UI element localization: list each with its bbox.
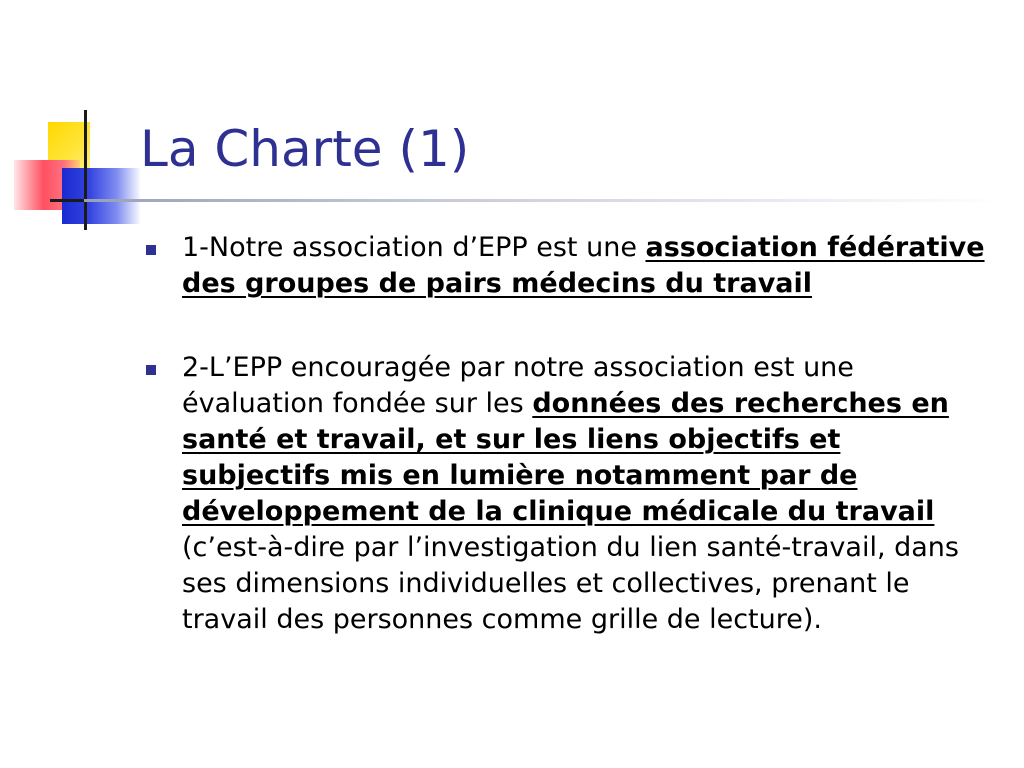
square-bullet-icon [146, 245, 156, 255]
vertical-line-decoration [84, 110, 87, 230]
bullet-emphasis: données des recherches en santé et travail, et sur les liens objectifs et subjectifs mis en lumière notamment par de développement de la clinique médicale du travail [182, 388, 949, 527]
bullet-text-after: (c’est-à-dire par l’investigation du lien santé-travail, dans ses dimensions individuelles et collectives, prenant le travail des personnes comme grille de lecture). [182, 532, 959, 635]
slide-body [146, 230, 996, 638]
slide-logo-decoration [0, 0, 140, 240]
bullet-emphasis: association fédérative des groupes de pairs médecins du travail [182, 232, 985, 299]
square-bullet-icon [146, 365, 156, 375]
slide-title: La Charte (1) [140, 120, 470, 178]
bullet-item [146, 350, 996, 638]
bullet-text: 1-Notre association d’EPP est une [182, 232, 646, 263]
title-underline-decoration [84, 199, 1004, 202]
bullet-item [146, 230, 996, 302]
bullet-text: 2-L’EPP encouragée par notre association est une évaluation fondée sur les [182, 352, 854, 419]
blue-square-decoration [62, 168, 140, 224]
